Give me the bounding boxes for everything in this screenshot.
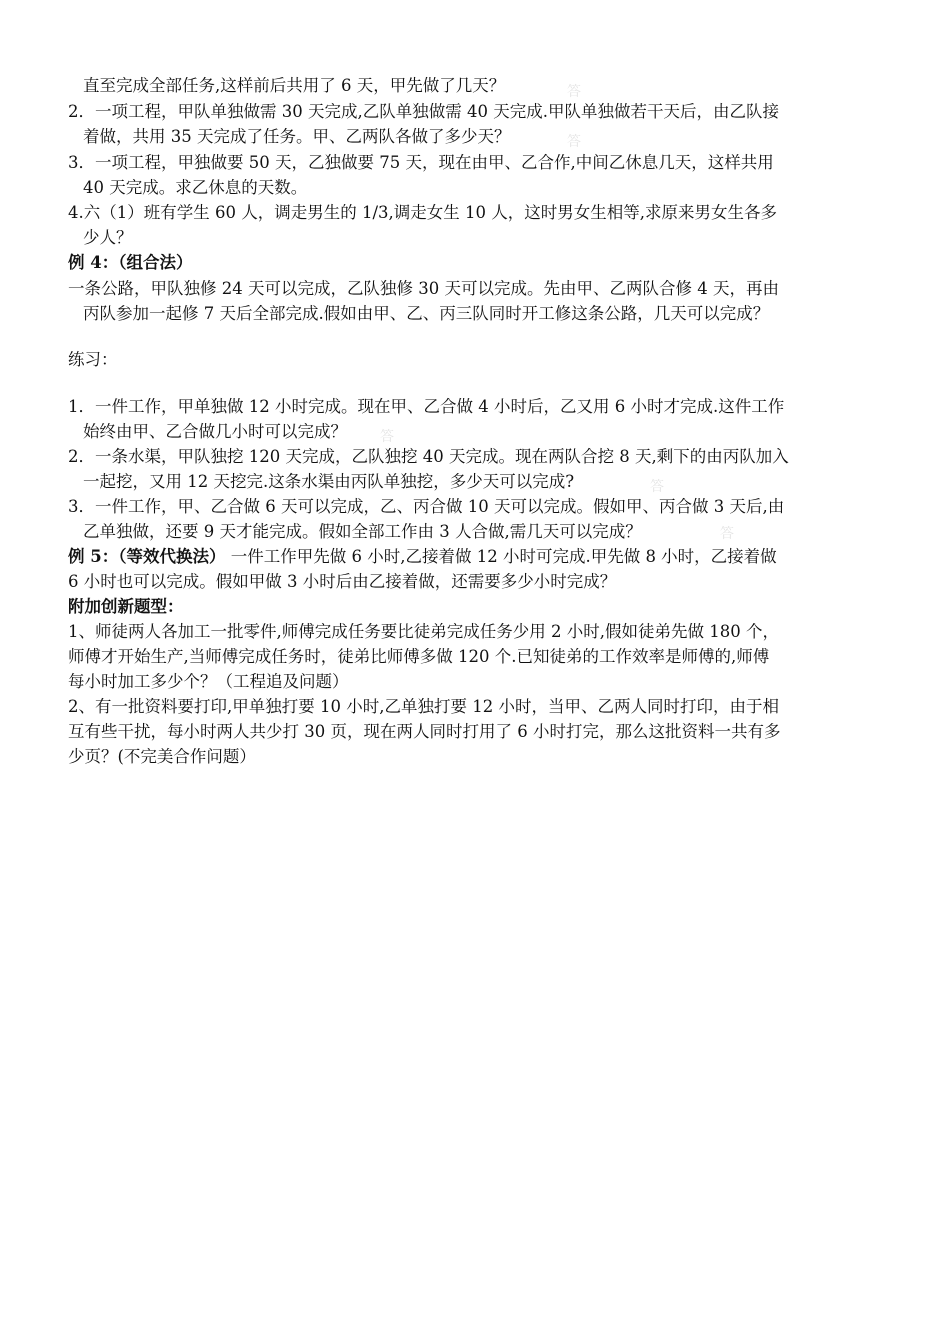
practice-2-line-2: 一起挖，又用 12 天挖完.这条水渠由丙队单独挖，多少天可以完成? bbox=[83, 472, 575, 491]
example-5-heading: 例 5：（等效代换法） bbox=[68, 547, 226, 566]
text-line: 直至完成全部任务,这样前后共用了 6 天，甲先做了几天？ bbox=[83, 76, 506, 95]
practice-3-line-2: 乙单独做，还要 9 天才能完成。假如全部工作由 3 人合做,需几天可以完成？ bbox=[83, 522, 642, 541]
example-4-line-1: 一条公路，甲队独修 24 天可以完成，乙队独修 30 天可以完成。先由甲、乙两队合修 4 天，再由 bbox=[68, 279, 779, 298]
exercise-2-line-2: 着做，共用 35 天完成了任务。甲、乙两队各做了多少天？ bbox=[83, 127, 511, 146]
exercise-4-line-1: 4.六（1）班有学生 60 人，调走男生的 1/3,调走女生 10 人，这时男女生相等,求原来男女生各多 bbox=[68, 203, 778, 222]
bonus-2-line-1: 2、有一批资料要打印,甲单独打要 10 小时,乙单独打要 12 小时，当甲、乙两人同时打印，由于相 bbox=[68, 697, 779, 716]
example-5-line-2: 6 小时也可以完成。假如甲做 3 小时后由乙接着做，还需要多少小时完成？ bbox=[68, 572, 617, 591]
bonus-heading: 附加创新题型： bbox=[68, 597, 184, 616]
exercise-3-line-1: 3．一项工程，甲独做要 50 天，乙独做要 75 天，现在由甲、乙合作,中间乙休息几天，这样共用 bbox=[68, 153, 774, 172]
bonus-2-line-2: 互有些干扰，每小时两人共少打 30 页，现在两人同时打用了 6 小时打完，那么这批资料一共有多 bbox=[68, 722, 781, 741]
exercise-2-line-1: 2．一项工程，甲队单独做需 30 天完成,乙队单独做需 40 天完成.甲队单独做若干天后，由乙队接 bbox=[68, 102, 779, 121]
practice-heading: 练习： bbox=[68, 350, 118, 369]
watermark: 答 bbox=[567, 134, 581, 150]
watermark: 答 bbox=[720, 526, 734, 542]
bonus-2-line-3: 少页？(不完美合作问题） bbox=[68, 747, 256, 766]
practice-1-line-1: 1．一件工作，甲单独做 12 小时完成。现在甲、乙合做 4 小时后，乙又用 6 小时才完成.这件工作 bbox=[68, 397, 785, 416]
example-4-line-2: 丙队参加一起修 7 天后全部完成.假如由甲、乙、丙三队同时开工修这条公路，几天可以完成？ bbox=[83, 304, 770, 323]
bonus-1-line-3: 每小时加工多少个？（工程追及问题） bbox=[68, 672, 349, 691]
watermark: 答 bbox=[650, 479, 664, 495]
bonus-1-line-1: 1、师徒两人各加工一批零件,师傅完成任务要比徒弟完成任务少用 2 小时,假如徒弟先做 180 个， bbox=[68, 622, 779, 641]
watermark: 答 bbox=[380, 429, 394, 445]
exercise-3-line-2: 40 天完成。求乙休息的天数。 bbox=[83, 178, 308, 197]
practice-2-line-1: 2．一条水渠，甲队独挖 120 天完成，乙队独挖 40 天完成。现在两队合挖 8 天,剩下的由丙队加入 bbox=[68, 447, 789, 466]
watermark: 答 bbox=[567, 84, 581, 100]
bonus-1-line-2: 师傅才开始生产,当师傅完成任务时，徒弟比师傅多做 120 个.已知徒弟的工作效率是师傅的,师傅 bbox=[68, 647, 770, 666]
example-5-line-1 bbox=[68, 545, 777, 569]
practice-3-line-1: 3．一件工作，甲、乙合做 6 天可以完成，乙、丙合做 10 天可以完成。假如甲、丙合做 3 天后,由 bbox=[68, 497, 785, 516]
practice-1-line-2: 始终由甲、乙合做几小时可以完成？ bbox=[83, 422, 347, 441]
exercise-4-line-2: 少人？ bbox=[83, 228, 133, 247]
example-4-heading: 例 4：（组合法） bbox=[68, 253, 193, 272]
example-5-text: 一件工作甲先做 6 小时,乙接着做 12 小时可完成.甲先做 8 小时，乙接着做 bbox=[230, 547, 777, 566]
